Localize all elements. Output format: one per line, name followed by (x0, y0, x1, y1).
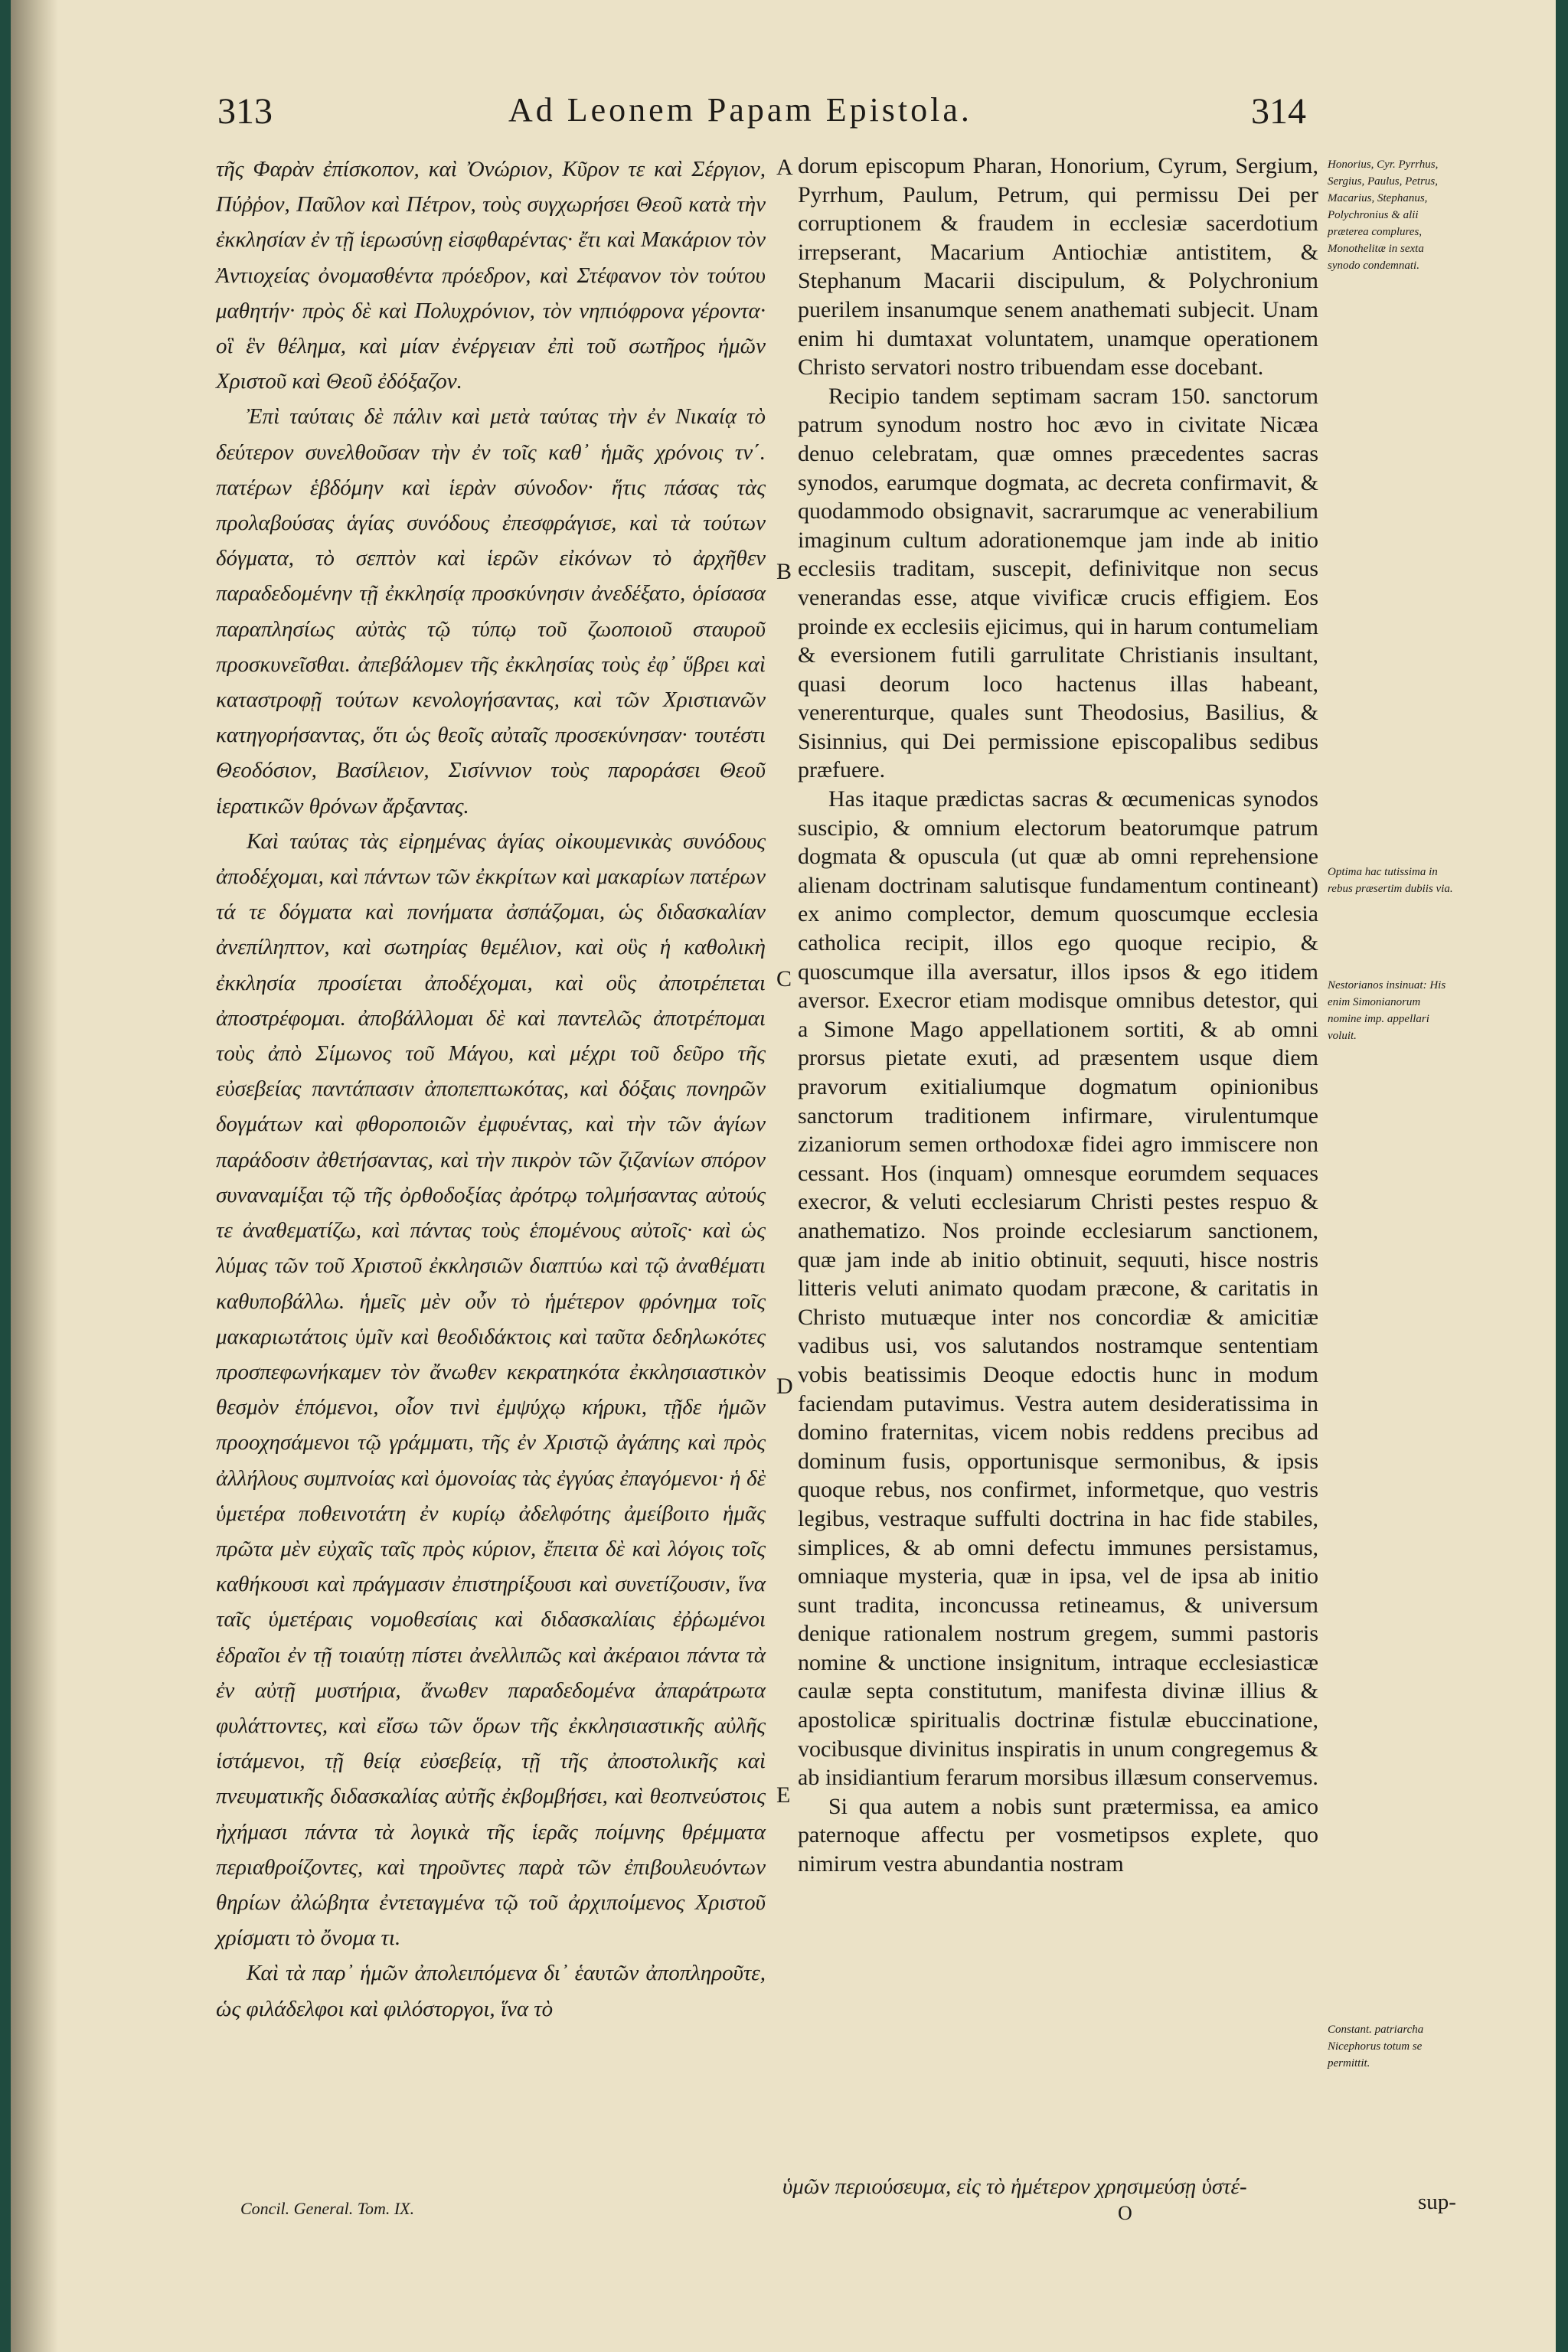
catchword: sup- (1418, 2190, 1456, 2214)
signature-mark: O (1118, 2202, 1132, 2224)
running-title: Ad Leonem Papam Epistola. (508, 91, 972, 129)
greek-text-column (216, 152, 766, 2027)
side-note: Constant. patriarcha Nicephorus totum se permittit. (1328, 2024, 1424, 2069)
greek-paragraph: Ἐπὶ ταύταις δὲ πάλιν καὶ μετὰ ταύτας τὴν ἐν Νικαίᾳ τὸ δεύτερον συνελθοῦσαν τὴν ἐν τοῖς καθ᾽ ἡμᾶς χρόνοις τν΄. πατέρων ἑβδόμην καὶ ἱερὰν σύνοδον· ἥτις πάσας τὰς προλαβούσας ἁγίας συνόδους ἐπεσφράγισε, καὶ τὰ τούτων δόγματα, τὸ σεπτὸν καὶ ἱερῶν εἰκόνων τὸ ἀρχῆθεν παραδεδομένην τῇ ἐκκλησίᾳ προσκύνησιν ἀνεδέξατο, ὁρίσασα παραπλησίως αὐτὰς τῷ τύπῳ τοῦ ζωοποιοῦ σταυροῦ προσκυνεῖσθαι. ἀπεβάλομεν τῆς ἐκκλησίας τοὺς ἐφ᾽ ὕβρει καὶ καταστροφῇ τούτων κενολογήσαντας, καὶ τῶν Χριστιανῶν κατηγορήσαντας, ὅτι ὡς θεοῖς αὐταῖς προσεκύνησαν· τουτέστι Θεοδόσιον, Βασίλειον, Σισίννιον τοὺς παροράσει Θεοῦ ἱερατικῶν θρόνων ἄρξαντας. (216, 404, 766, 818)
latin-paragraph: Has itaque prædictas sacras & œcumenicas synodos suscipio, & omnium electorum beatorumque patrum dogmata & opuscula (ut quæ ab omni reprehensione alienam doctrinam salutisque fundamentum contineant) ex animo complector, demum quoscumque ecclesia catholica recipit, illos ego quoque recipio, & quoscumque illa aversatur, illos ipsos & ego itidem aversor. Execror etiam modisque omnibus detestor, qui a Simone Mago appellationem sortiti, & ab omni prorsus pietate exuti, ad præsentem usque diem pravorum exitialiumque dogmatum opinionibus sanctorum traditionem infirmare, virulentumque zizaniorum semen orthodoxæ fidei agro immiscere non cessant. Hos (inquam) omnesque eorumdem sequaces execror, & veluti ecclesiarum Christi pestes respuo & anathematizo. Nos proinde ecclesiarum sanctionem, quæ jam inde ab initio obtinuit, sequuti, hisce nostris litteris veluti animato quodam præcone, & caritatis in Christo mutuæque inter nos concordiæ & amicitiæ vadibus usi, vos salutandos nostramque sententiam vobis beatissimis Deoque edoctis hunc in modum faciendam putavimus. Vestra autem desideratissima in domino fraternitas, vicem nobis reddens precibus ad dominum fusis, opportunisque sermonibus, & ipsis quoque rebus, nos confirmet, informetque, quo vestris legibus, vestraque suffulti doctrina in hac fide stabiles, simplices, & ab omni defectu immunes persistamus, omniaque mysteria, quæ in ipsa, vel de ipsa ab initio sunt tradita, inconcussa retineamus, & universum denique rationalem nostrum gregem, summi pastoris nomine & unctione insignitum, intraque ecclesiasticæ caulæ septa constitutum, manifesta divinæ illius & apostolicæ spiritualis doctrinæ fistulæ ebuccinatione, vocibusque divinitus inspiratis in unum congregemus & ab insidiantium ferarum morsibus illæsum conservemus. (798, 786, 1318, 1791)
margin-letter-b: B (776, 559, 792, 584)
volume-signature: Concil. General. Tom. IX. (240, 2199, 415, 2218)
latin-paragraph: Recipio tandem septimam sacram 150. sanctorum patrum synodum nostro hoc ævo in civitate Nicæa denuo celebratam, quæ omnes præcedentes sacras synodos, earumque dogmata, ac decreta confirmavit, & quodammodo obsignavit, sacrarumque ac venerabilium imaginum cultum adorationemque jam inde ab initio ecclesiis traditam, suscepit, definivitque non secus venerandas esse, atque vivificæ crucis effigiem. Eos proinde ex ecclesiis ejicimus, qui in harum contumeliam & eversionem futili garrulitate Christianis insultant, quasi deorum loco hactenus illas habeant, venerenturque, quales sunt Theodosius, Basilius, & Sisinnius, qui Dei permissione episcopalibus sedibus præfuere. (798, 383, 1318, 783)
greek-paragraph: Καὶ ταύτας τὰς εἰρημένας ἁγίας οἰκουμενικὰς συνόδους ἀποδέχομαι, καὶ πάντων τῶν ἐκκρίτων καὶ μακαρίων πατέρων τά τε δόγματα καὶ πονήματα ἀσπάζομαι, ὡς διδασκαλίαν ἀνεπίληπτον, καὶ σωτηρίας θεμέλιον, καὶ οὓς ἡ καθολικὴ ἐκκλησία προσίεται ἀποδέχομαι, καὶ οὓς ἀποτρέπεται ἀποστρέφομαι. ἀποβάλλομαι δὲ καὶ παντελῶς ἀποτρέπομαι τοὺς ἀπὸ Σίμωνος τοῦ Μάγου, καὶ μέχρι τοῦ δεῦρο τῆς εὐσεβείας παντάπασιν ἀποπεπτωκότας, καὶ δόξαις πονηρῶν δογμάτων καὶ φθοροποιῶν ἐμφυέντας, καὶ τὴν τῶν ἁγίων παράδοσιν ἀθετήσαντας, καὶ τὴν πικρὸν τῶν ζιζανίων σπόρον συναναμίξαι τῷ τῆς ὀρθοδοξίας ἀρότρῳ τολμήσαντας αὐτούς τε ἀναθεματίζω, καὶ πάντας τοὺς ἑπομένους αὐτοῖς· καὶ ὡς λύμας τῶν τοῦ Χριστοῦ ἐκκλησιῶν διαπτύω καὶ τῷ ἀναθέματι καθυποβάλλω. ἡμεῖς μὲν οὖν τὸ ἡμέτερον φρόνημα τοῖς μακαριωτάτοις ὑμῖν καὶ θεοδιδάκτοις καὶ ταῦτα δεδηλωκότες προσπεφωνήκαμεν τὸν ἄνωθεν κεκρατηκότα ἐκκλησιαστικὸν θεσμὸν ἑπόμενοι, οἷον τινὶ ἐμψύχῳ κήρυκι, τῇδε ἡμῶν προοχησάμενοι τῷ γράμματι, τῆς ἐν Χριστῷ ἀγάπης καὶ πρὸς ἀλλήλους συμπνοίας καὶ ὁμονοίας τὰς ἐγγύας ἐπαγόμενοι· ἡ δὲ ὑμετέρα ποθεινοτάτη ἐν κυρίῳ ἀδελφότης ἀμείβοιτο ἡμᾶς πρῶτα μὲν εὐχαῖς ταῖς πρὸς κύριον, ἔπειτα δὲ καὶ λόγοις τοῖς καθήκουσι καὶ πράγμασιν ἐπιστηρίξουσι καὶ συνετίζουσιν, ἵνα ταῖς ὑμετέραις νομοθεσίαις καὶ διδασκαλίαις ἐῤῥωμένοι ἑδραῖοι ἐν τῇ τοιαύτῃ πίστει ἀνελλιπῶς καὶ ἀκέραιοι πάντα τὰ ἐν αὐτῇ μυστήρια, ἄνωθεν παραδεδομένα ἀπαράτρωτα φυλάττοντες, καὶ εἴσω τῶν ὅρων τῆς ἐκκλησιαστικῆς αὐλῆς ἱστάμενοι, τῇ θείᾳ εὐσεβείᾳ, τῇ τῆς ἀποστολικῆς καὶ πνευματικῆς διδασκαλίας αὐτῆς ἐκβομβήσει, καὶ θεοπνεύστοις ἠχήμασι πάντα τὰ λογικὰ τῆς ἱερᾶς ποίμνης θρέμματα περιαθροίζοντες, καὶ τηροῦντες παρὰ τῶν ἐπιβουλευόντων θηρίων ἀλώβητα ἐντεταγμένα τῷ τοῦ ἀρχιποίμενος Χριστοῦ χρίσματι τὸ ὄνομα τι. (216, 828, 766, 1951)
latin-paragraph: Si qua autem a nobis sunt prætermissa, ea amico paternoque affectu per vosmetipsos explete, quo nimirum vestra abundantia nostram (798, 1793, 1318, 1877)
document-page (11, 0, 1556, 2352)
side-note: Optima hac tutissima in rebus præsertim dubiis via. (1328, 866, 1453, 895)
footer-greek-line: ὑμῶν περιούσευμα, εἰς τὸ ἡμέτερον χρησιμεύσῃ ὑστέ- (782, 2174, 1247, 2199)
page-number-right: 314 (1251, 91, 1306, 132)
margin-letter-e: E (776, 1782, 791, 1808)
latin-paragraph: dorum episcopum Pharan, Honorium, Cyrum, Sergium, Pyrrhum, Paulum, Petrum, qui permissu Dei per corruptionem & fraudem in ecclesiæ sacerdotium irrepserant, Macarium Antiochiæ antistitem, & Stephanum Macarii discipulum, & Polychronium puerilem insanumque senem anathemati subjecit. Unam enim hi dumtaxat voluntatem, unamque operationem Christo servatori nostro tribuendam esse docebant. (798, 153, 1318, 381)
greek-paragraph: τῆς Φαρὰν ἐπίσκοπον, καὶ Ὀνώριον, Κῦρον τε καὶ Σέργιον, Πύῤῥον, Παῦλον καὶ Πέτρον, τοὺς συγχωρήσει Θεοῦ κατὰ τὴν ἐκκλησίαν ἐν τῇ ἱερωσύνῃ εἰσφθαρέντας· ἔτι καὶ Μακάριον τὸν Ἀντιοχείας ὀνομασθέντα πρόεδρον, καὶ Στέφανον τὸν τούτου μαθητήν· πρὸς δὲ καὶ Πολυχρόνιον, τὸν νηπιόφρονα γέροντα· οἳ ἓν θέλημα, καὶ μίαν ἐνέργειαν ἐπὶ τοῦ σωτῆρος ἡμῶν Χριστοῦ καὶ Θεοῦ ἐδόξαζον. (216, 157, 766, 394)
side-note: Honorius, Cyr. Pyrrhus, Sergius, Paulus, Petrus, Macarius, Stephanus, Polychronius & alii præterea complures, Monothelitæ in sexta synodo condemnati. (1328, 158, 1439, 272)
margin-letter-d: D (776, 1374, 793, 1399)
page-number-left: 313 (217, 91, 273, 132)
page-edge-shadow (11, 0, 58, 2352)
side-note: Nestorianos insinuat: His enim Simonianorum nomine imp. appellari voluit. (1328, 979, 1446, 1042)
margin-letter-c: C (776, 966, 792, 991)
latin-text-column (798, 152, 1318, 1879)
greek-paragraph: Καὶ τὰ παρ᾽ ἡμῶν ἀπολειπόμενα δι᾽ ἑαυτῶν ἀποπληροῦτε, ὡς φιλάδελφοι καὶ φιλόστοργοι, ἵνα τὸ (216, 1961, 766, 2021)
margin-letter-a: A (776, 155, 793, 180)
